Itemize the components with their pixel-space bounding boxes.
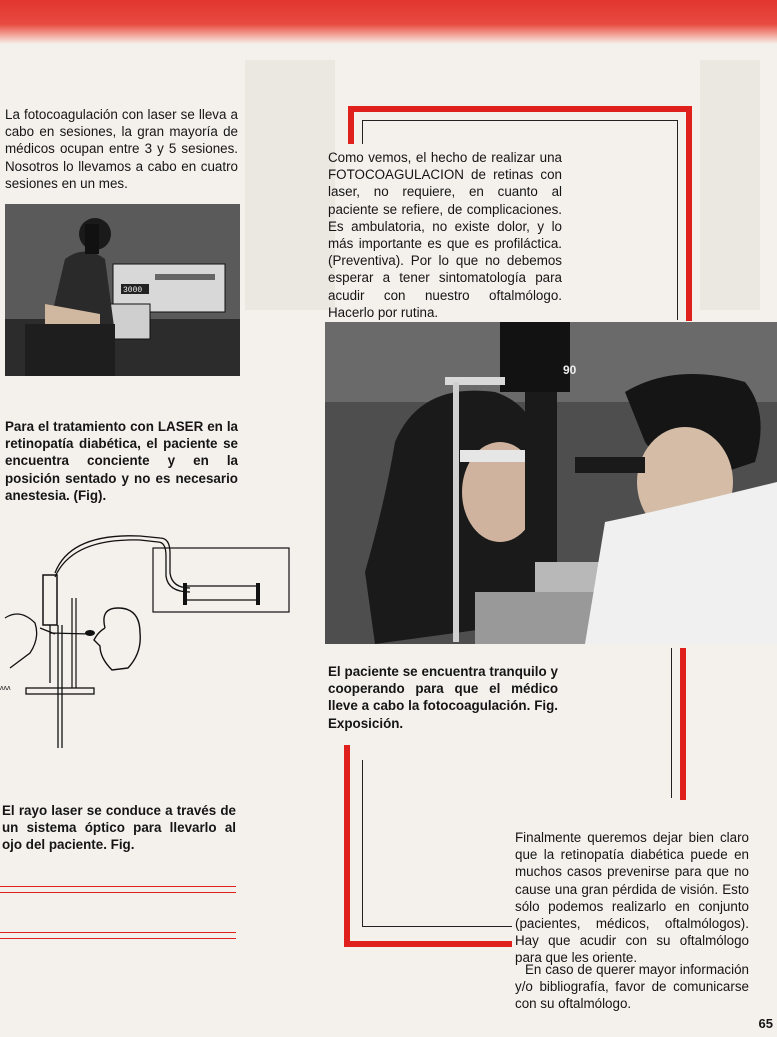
boxed-paragraph: Como vemos, el hecho de realizar una FOTOCOAGULACION de retinas con laser, no requiere, en cuanto al paciente se refiere, de complicaciones. Es ambulatoria, no existe dolor, y lo más importante es que es profiláctica. (Preventiva). Por lo que no debemos esperar a tener sintomatología para acudir con nuestro oftalmólogo. Hacerlo por rutina. xyxy=(328,150,562,320)
side-mark-black xyxy=(671,648,672,798)
final-contact-paragraph: En caso de querer mayor información y/o bibliografía, favor de comunicarse con su oftalmólogo. xyxy=(515,962,749,1012)
box-frame-left-black xyxy=(362,120,363,144)
laser-equipment-photo xyxy=(5,204,240,376)
intro-paragraph: La fotocoagulación con laser se lleva a cabo en sesiones, la gran mayoría de médicos ocupan entre 3 y 5 sesiones. Nosotros lo llevamos a cabo en cuatro sesiones en un mes. xyxy=(5,107,238,191)
exam-photo-illustration xyxy=(325,322,777,644)
lower-frame-bottom-red xyxy=(344,941,512,947)
red-rule xyxy=(0,886,236,887)
box-frame-right-red xyxy=(686,106,692,321)
side-mark-red xyxy=(680,648,686,800)
page-number: 65 xyxy=(758,1016,773,1031)
slit-lamp-examination-photo xyxy=(325,322,777,644)
red-rule xyxy=(0,932,236,933)
lab-display: 3000 xyxy=(123,286,143,295)
show-through-block xyxy=(245,60,335,310)
patient-caption: El paciente se encuentra tranquilo y cooperando para que el médico lleve a cabo la fotocoagulación. Fig. Exposición. xyxy=(328,664,558,731)
treatment-paragraph: Para el tratamiento con LASER en la retinopatía diabética, el paciente se encuentra conciente y en la posición sentado y no es necesario anestesia. (Fig). xyxy=(5,419,238,503)
laser-caption: El rayo laser se conduce a través de un sistema óptico para llevarlo al ojo del paciente. Fig. xyxy=(2,803,236,853)
laser-optical-system-diagram xyxy=(0,528,295,753)
lower-frame-bottom-black xyxy=(362,926,512,927)
box-frame-top-red xyxy=(348,106,692,112)
lower-frame-left-black xyxy=(362,760,363,927)
lab-photo-illustration xyxy=(5,204,240,376)
red-rule xyxy=(0,938,236,939)
svg-text:ʌʌʌ: ʌʌʌ xyxy=(0,685,11,692)
lower-frame-left-red xyxy=(344,745,350,947)
top-red-band xyxy=(0,0,777,44)
final-paragraph: Finalmente queremos dejar bien claro que la retinopatía diabética puede en muchos casos prevenirse para que no cause una gran pérdida de visión. Esto sólo podemos realizarlo en conjunto (pacientes, médicos, oftalmólogos). Hay que acudir con su oftalmólogo para que les oriente. xyxy=(515,830,749,966)
box-frame-top-black xyxy=(362,120,678,121)
show-through-block xyxy=(700,60,760,310)
red-rule xyxy=(0,892,236,893)
svg-text:90: 90 xyxy=(563,363,577,377)
box-frame-left-red xyxy=(348,106,354,144)
box-frame-right-black xyxy=(677,120,678,320)
